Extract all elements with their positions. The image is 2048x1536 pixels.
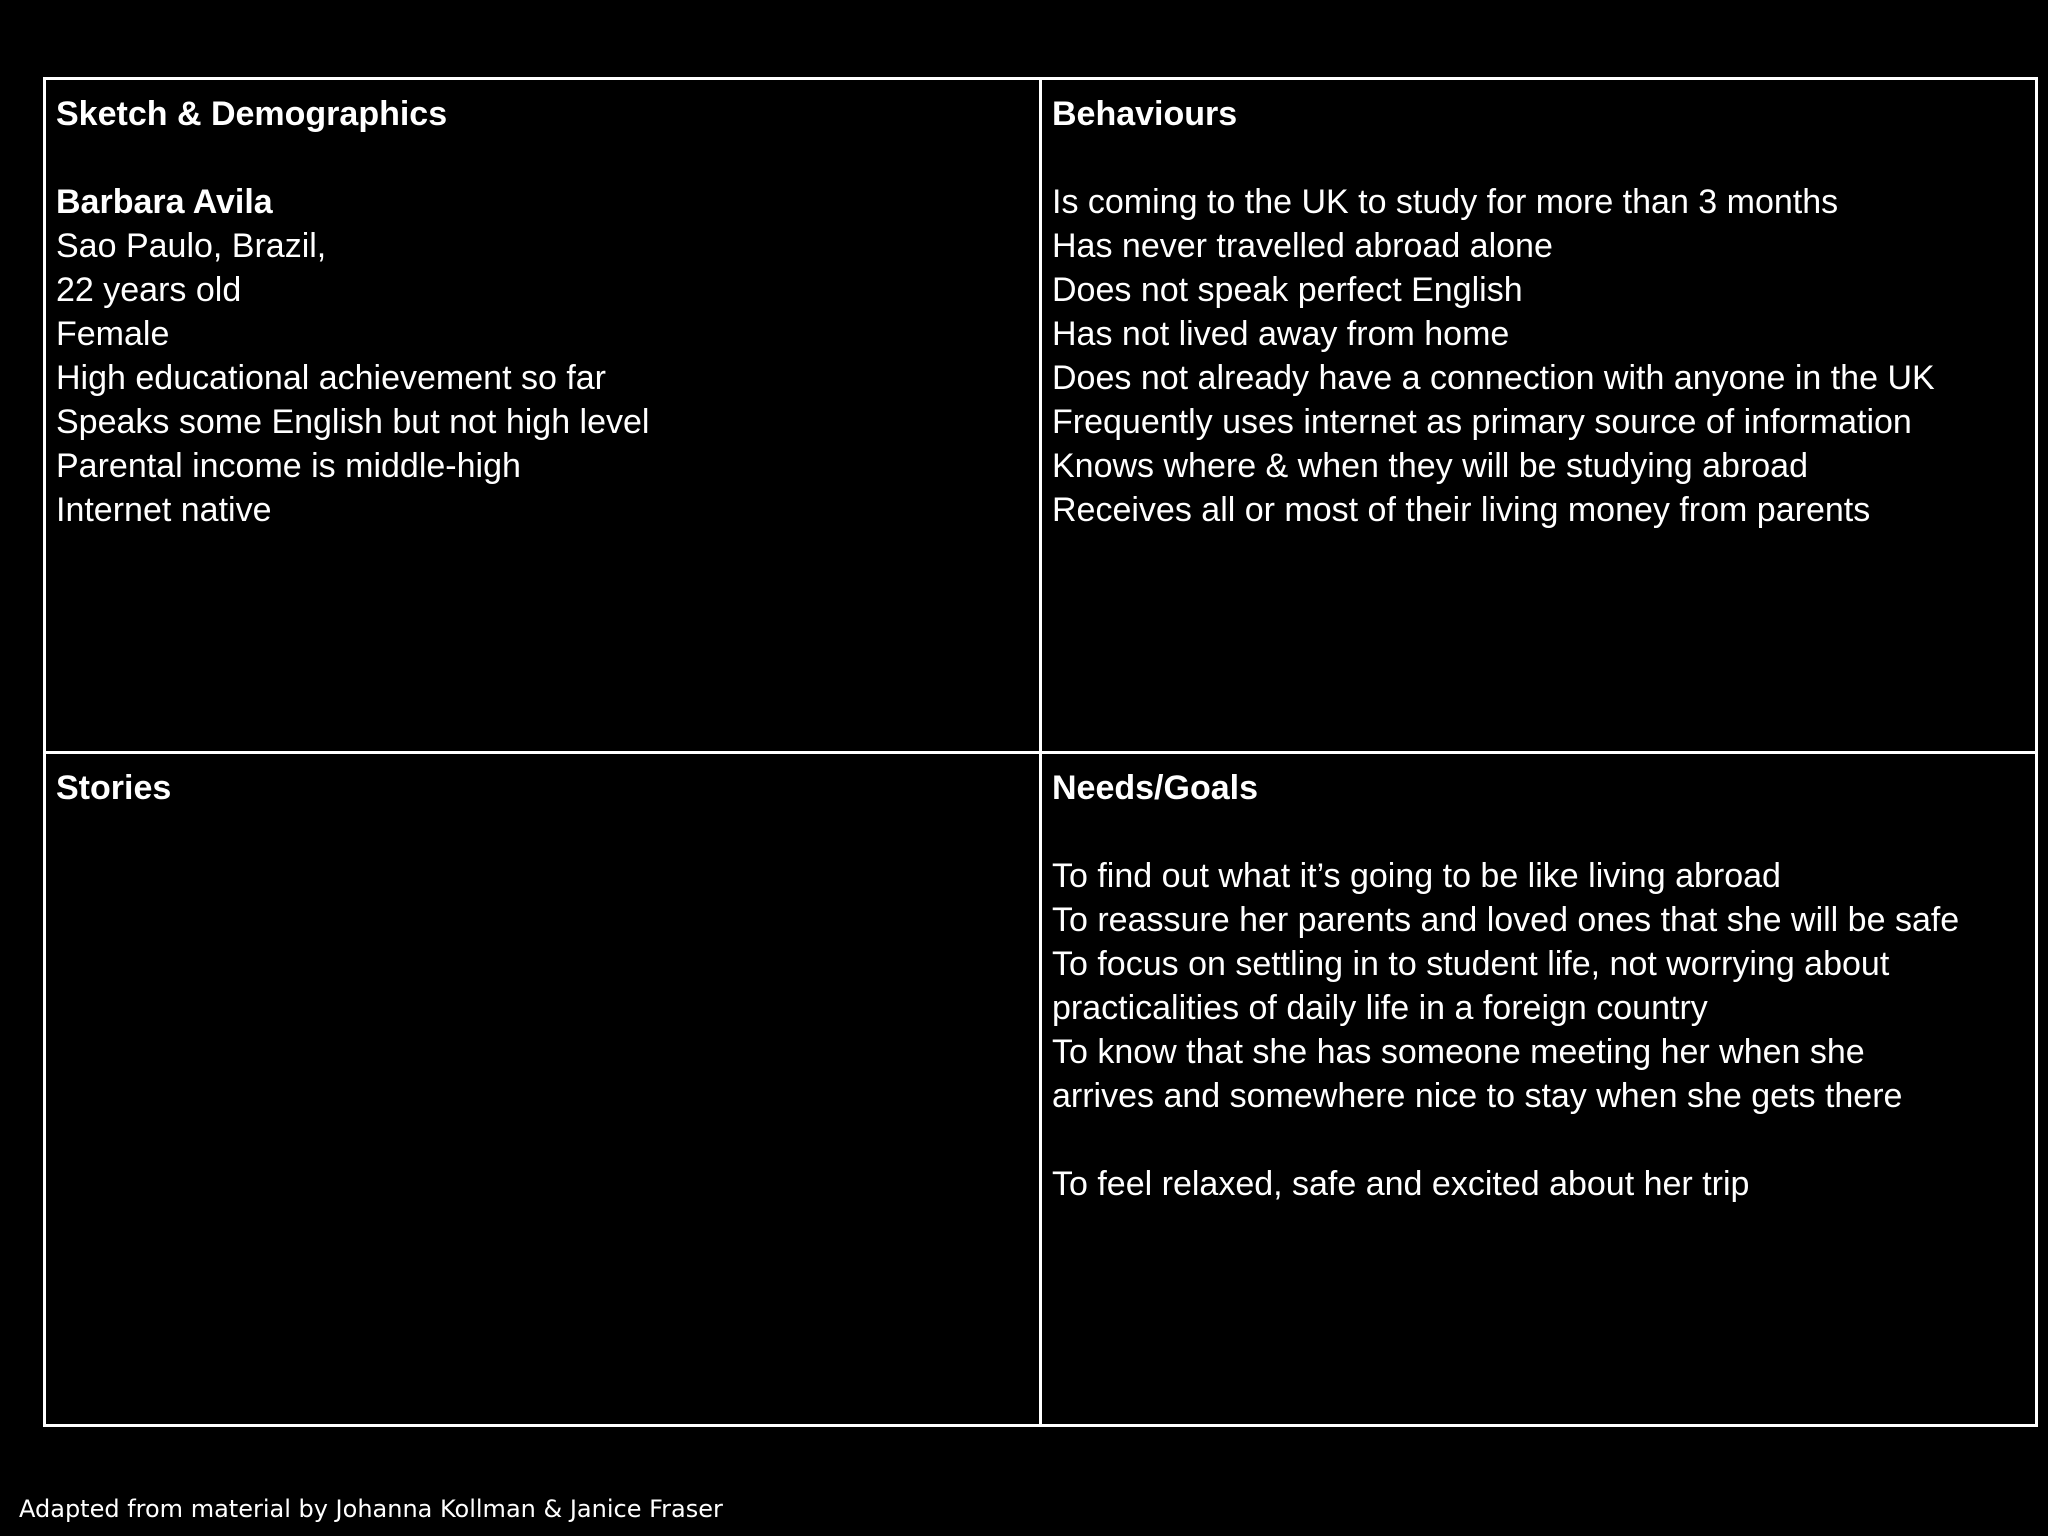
behaviour-line: Knows where & when they will be studying abroad	[1052, 447, 1808, 485]
demographic-line: Speaks some English but not high level	[56, 403, 650, 441]
goal-line: To find out what it’s going to be like living abroad	[1052, 857, 1781, 895]
goal-line: To focus on settling in to student life, not worrying about	[1052, 945, 1890, 983]
demographics-title: Sketch & Demographics	[56, 95, 448, 133]
goal-closing-line: To feel relaxed, safe and excited about her trip	[1052, 1165, 1750, 1203]
spacer	[1052, 136, 2035, 180]
goal-line: arrives and somewhere nice to stay when she gets there	[1052, 1077, 1903, 1115]
demographic-line: Parental income is middle-high	[56, 447, 521, 485]
spacer	[1052, 810, 2035, 854]
persona-name: Barbara Avila	[56, 183, 273, 221]
goal-line: practicalities of daily life in a foreign country	[1052, 989, 1708, 1027]
needs-goals-title: Needs/Goals	[1052, 769, 1258, 807]
behaviour-line: Has never travelled abroad alone	[1052, 227, 1553, 265]
behaviour-line: Frequently uses internet as primary source of information	[1052, 403, 1912, 441]
spacer	[1052, 1118, 2035, 1162]
goal-line: To reassure her parents and loved ones that she will be safe	[1052, 901, 1960, 939]
behaviour-line: Is coming to the UK to study for more than 3 months	[1052, 183, 1839, 221]
behaviour-line: Has not lived away from home	[1052, 315, 1510, 353]
spacer	[56, 136, 1039, 180]
demographics-cell	[46, 80, 1042, 754]
behaviour-line: Does not already have a connection with anyone in the UK	[1052, 359, 1935, 397]
behaviours-title: Behaviours	[1052, 95, 1238, 133]
behaviours-cell	[1042, 80, 2035, 754]
behaviour-line: Does not speak perfect English	[1052, 271, 1523, 309]
demographic-line: Female	[56, 315, 170, 353]
persona-grid	[43, 77, 2038, 1427]
demographic-line: 22 years old	[56, 271, 242, 309]
stories-title: Stories	[56, 769, 172, 807]
needs-goals-cell	[1042, 754, 2035, 1424]
behaviour-line: Receives all or most of their living money from parents	[1052, 491, 1871, 529]
demographic-line: Internet native	[56, 491, 272, 529]
goal-line: To know that she has someone meeting her when she	[1052, 1033, 1865, 1071]
footer-credit: Adapted from material by Johanna Kollman & Janice Fraser	[19, 1495, 723, 1523]
demographic-line: High educational achievement so far	[56, 359, 606, 397]
stories-cell	[46, 754, 1042, 1424]
demographic-line: Sao Paulo, Brazil,	[56, 227, 327, 265]
